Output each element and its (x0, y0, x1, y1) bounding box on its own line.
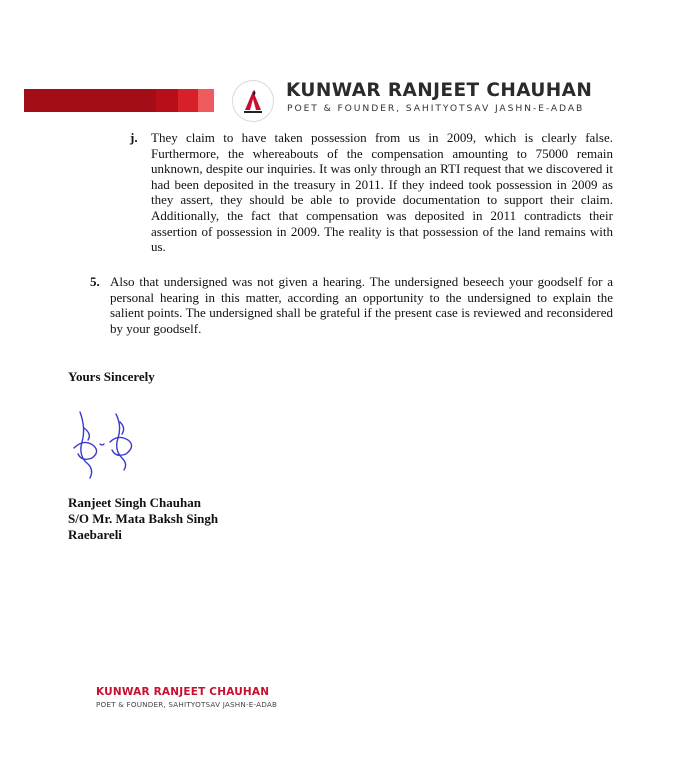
brand-tagline: POET & FOUNDER, SAHITYOTSAV JASHN-E-ADAB (287, 103, 585, 114)
list-marker: 5. (90, 274, 100, 289)
header-bar-segment (198, 89, 214, 112)
brand-name: KUNWAR RANJEET CHAUHAN (286, 80, 593, 101)
header-bar-segment (178, 89, 198, 112)
signatory-name: Ranjeet Singh Chauhan (68, 495, 201, 510)
signatory-place: Raebareli (68, 527, 122, 542)
closing-salutation: Yours Sincerely (68, 369, 155, 384)
footer-brand-tagline: POET & FOUNDER, SAHITYOTSAV JASHN-E-ADAB (96, 700, 278, 709)
header-red-bars (24, 89, 214, 112)
header-bar-segment (156, 89, 178, 112)
header-bar-segment (24, 89, 156, 112)
list-marker: j. (130, 130, 138, 145)
handwritten-signature-icon (70, 408, 142, 480)
signatory-details (68, 495, 218, 543)
list-item-paragraph: They claim to have taken possession from us in 2009, which is clearly false. Furthermore, the whereabouts of the compensation amounting to 75000 remain unknown, despite our inquiries. It was only through an RTI request that we discovered it had been deposited in the treasury in 2011. If they indeed took possession in 2009 as they assert, they should be able to provide documentation to support their claim. Additionally, the fact that compensation was deposited in 2011 contradicts their assertion of possession in 2009. The reality is that possession of the land remains with us. (151, 130, 613, 255)
list-item-paragraph: Also that undersigned was not given a hearing. The undersigned beseech your goodself for a personal hearing in this matter, according an opportunity to the undersigned to explain the salient points. The undersigned shall be grateful if the present case is reviewed and reconsidered by your goodself. (110, 274, 613, 336)
footer-brand-name: KUNWAR RANJEET CHAUHAN (96, 686, 270, 698)
jashn-e-adab-logo-icon (232, 80, 274, 122)
signatory-relation: S/O Mr. Mata Baksh Singh (68, 511, 219, 526)
